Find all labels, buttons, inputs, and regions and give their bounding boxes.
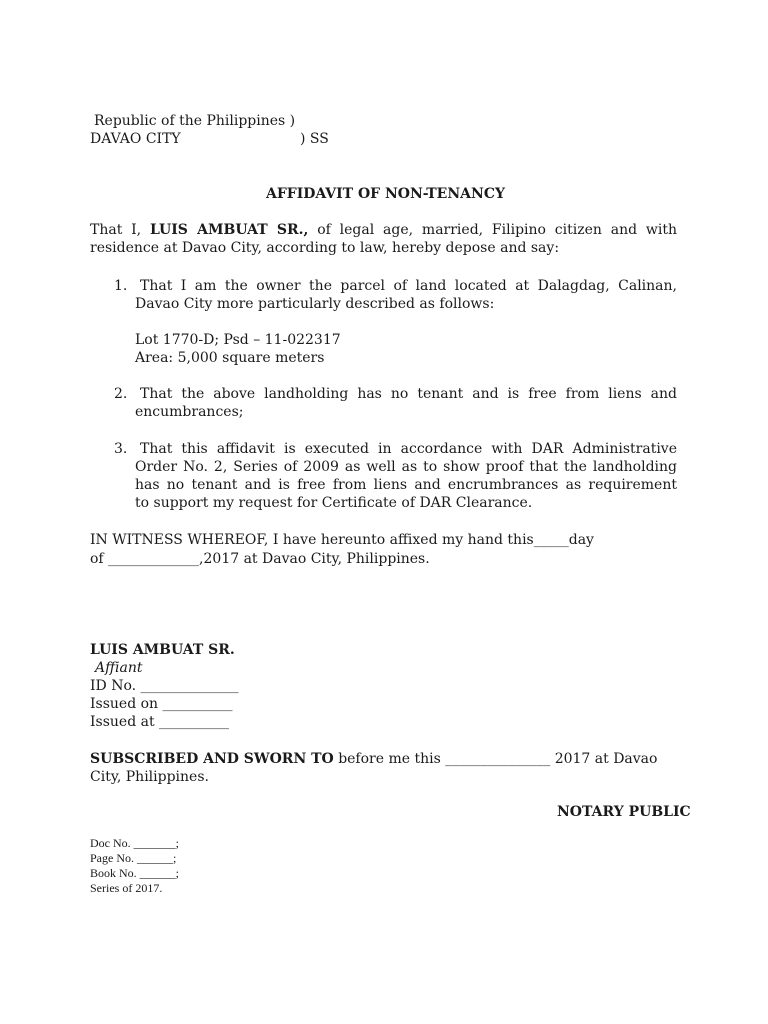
intro-line-2: residence at Davao City, according to law, hereby depose and say: bbox=[90, 240, 560, 256]
jurat-rest: before me this _______________ 2017 at Davao bbox=[338, 751, 658, 767]
series-line: Series of 2017. bbox=[90, 881, 163, 895]
item-2-number: 2. bbox=[114, 386, 128, 402]
witness-line-1: IN WITNESS WHEREOF, I have hereunto affixed my hand this_____day bbox=[90, 532, 594, 548]
affiant-name-intro: LUIS AMBUAT SR., bbox=[149, 222, 309, 238]
witness-line-2: of _____________,2017 at Davao City, Philippines. bbox=[90, 551, 430, 567]
item-2-line-2: encumbrances; bbox=[135, 404, 244, 420]
intro-line-1-rest: of legal age, married, Filipino citizen and with bbox=[317, 222, 677, 238]
item-1-line-2: Davao City more particularly described as follows: bbox=[135, 296, 495, 312]
item-3-line-1: That this affidavit is executed in accordance with DAR Administrative bbox=[140, 441, 677, 457]
jurat-line-1 bbox=[90, 750, 657, 768]
item-3-line-3: has no tenant and is free from liens and encrumbrances as requirement bbox=[135, 477, 677, 493]
property-area: Area: 5,000 square meters bbox=[135, 350, 325, 366]
notary-public-label: NOTARY PUBLIC bbox=[557, 804, 691, 820]
intro-line-1 bbox=[90, 221, 677, 239]
page-number-line: Page No. ______; bbox=[90, 851, 177, 865]
item-3-line-4: to support my request for Certificate of DAR Clearance. bbox=[135, 495, 533, 511]
intro-prefix: That I, bbox=[90, 222, 142, 238]
item-3-number: 3. bbox=[114, 441, 128, 457]
header-city: DAVAO CITY bbox=[90, 131, 181, 147]
book-number-line: Book No. ______; bbox=[90, 866, 180, 880]
property-lot: Lot 1770-D; Psd – 11-022317 bbox=[135, 332, 341, 348]
issued-at-line: Issued at __________ bbox=[90, 714, 230, 730]
item-3-line-2: Order No. 2, Series of 2009 as well as to show proof that the landholding bbox=[135, 459, 677, 475]
affiant-name-signature: LUIS AMBUAT SR. bbox=[90, 642, 235, 658]
jurat-line-2: City, Philippines. bbox=[90, 769, 209, 785]
issued-on-line: Issued on __________ bbox=[90, 696, 233, 712]
item-1-number: 1. bbox=[114, 278, 128, 294]
header-republic-line: Republic of the Philippines ) bbox=[94, 113, 296, 129]
jurat-bold: SUBSCRIBED AND SWORN TO bbox=[90, 751, 334, 767]
doc-number-line: Doc No. _______; bbox=[90, 836, 179, 850]
item-2-line-1: That the above landholding has no tenant and is free from liens and bbox=[140, 386, 677, 402]
affiant-role: Affiant bbox=[95, 660, 143, 676]
document-title: AFFIDAVIT OF NON-TENANCY bbox=[266, 186, 505, 202]
id-number-line: ID No. ______________ bbox=[90, 678, 239, 694]
header-ss: ) SS bbox=[300, 131, 329, 147]
item-1-line-1: That I am the owner the parcel of land located at Dalagdag, Calinan, bbox=[140, 278, 677, 294]
